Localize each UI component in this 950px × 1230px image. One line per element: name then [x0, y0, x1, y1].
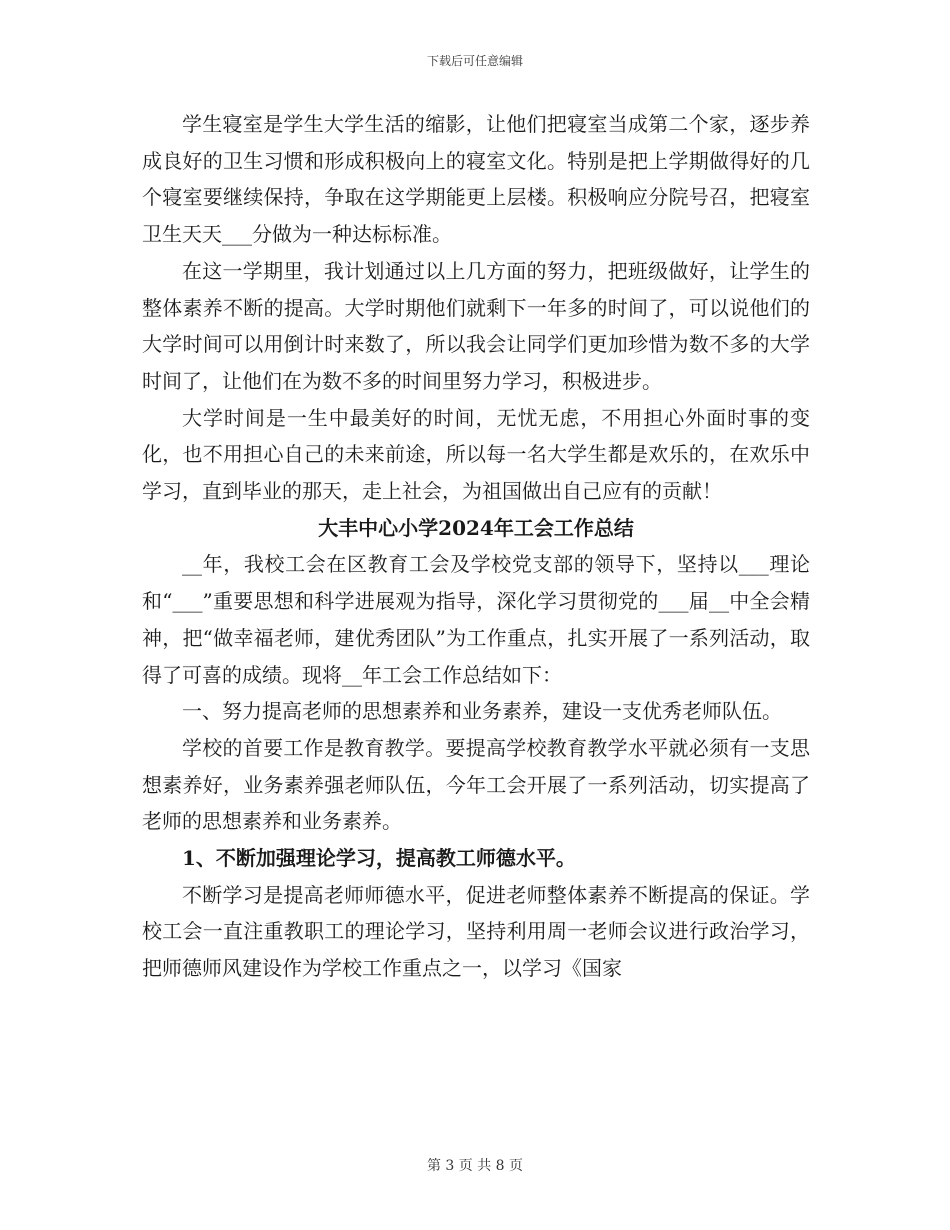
paragraph-section-one: 一、努力提高老师的思想素养和业务素养，建设一支优秀老师队伍。 — [182, 699, 782, 724]
paragraph-plan: 在这一学期里，我计划通过以上几方面的努力，把班级做好，让学生的整体素养不断的提高。大学时期他们就剩下一年多的时间了，可以说他们的大学时间可以用倒计时来数了，所以我会让同学们更加珍惜为数不多的大学时间了，让他们在为数不多的时间里努力学习，积极进步。 — [142, 258, 810, 393]
document-title: 大丰中心小学2024年工会工作总结 — [318, 515, 634, 540]
paragraph-intro: __年，我校工会在区教育工会及学校党支部的领导下，坚持以___理论和“___”重要思想和科学进展观为指导，深化学习贯彻党的___届__中全会精神，把“做幸福老师，建优秀团队”为工作重点，扎实开展了一系列活动，取得了可喜的成绩。现将__年工会工作总结如下： — [142, 552, 810, 687]
paragraph-teaching: 学校的首要工作是教育教学。要提高学校教育教学水平就必须有一支思想素养好，业务素养强老师队伍，今年工会开展了一系列活动，切实提高了老师的思想素养和业务素养。 — [142, 735, 810, 834]
page-number: 第 3 页 共 8 页 — [426, 1158, 524, 1174]
document-body — [142, 106, 810, 987]
section-heading: 1、不断加强理论学习，提高教工师德水平。 — [182, 846, 576, 871]
paragraph-dorm: 学生寝室是学生大学生活的缩影，让他们把寝室当成第二个家，逐步养成良好的卫生习惯和形成积极向上的寝室文化。特别是把上学期做得好的几个寝室要继续保持，争取在这学期能更上层楼。积极响应分院号召，把寝室卫生天天___分做为一种达标标准。 — [142, 112, 810, 247]
header-note: 下载后可任意编辑 — [426, 54, 523, 68]
paragraph-study: 不断学习是提高老师师德水平，促进老师整体素养不断提高的保证。学校工会一直注重教职工的理论学习，坚持利用周一老师会议进行政治学习，把师德师风建设作为学校工作重点之一，以学习《国家 — [142, 882, 810, 981]
paragraph-university-time: 大学时间是一生中最美好的时间，无忧无虑，不用担心外面时事的变化，也不用担心自己的未来前途，所以每一名大学生都是欢乐的，在欢乐中学习，直到毕业的那天，走上社会，为祖国做出自己应有的贡献！ — [142, 405, 810, 504]
